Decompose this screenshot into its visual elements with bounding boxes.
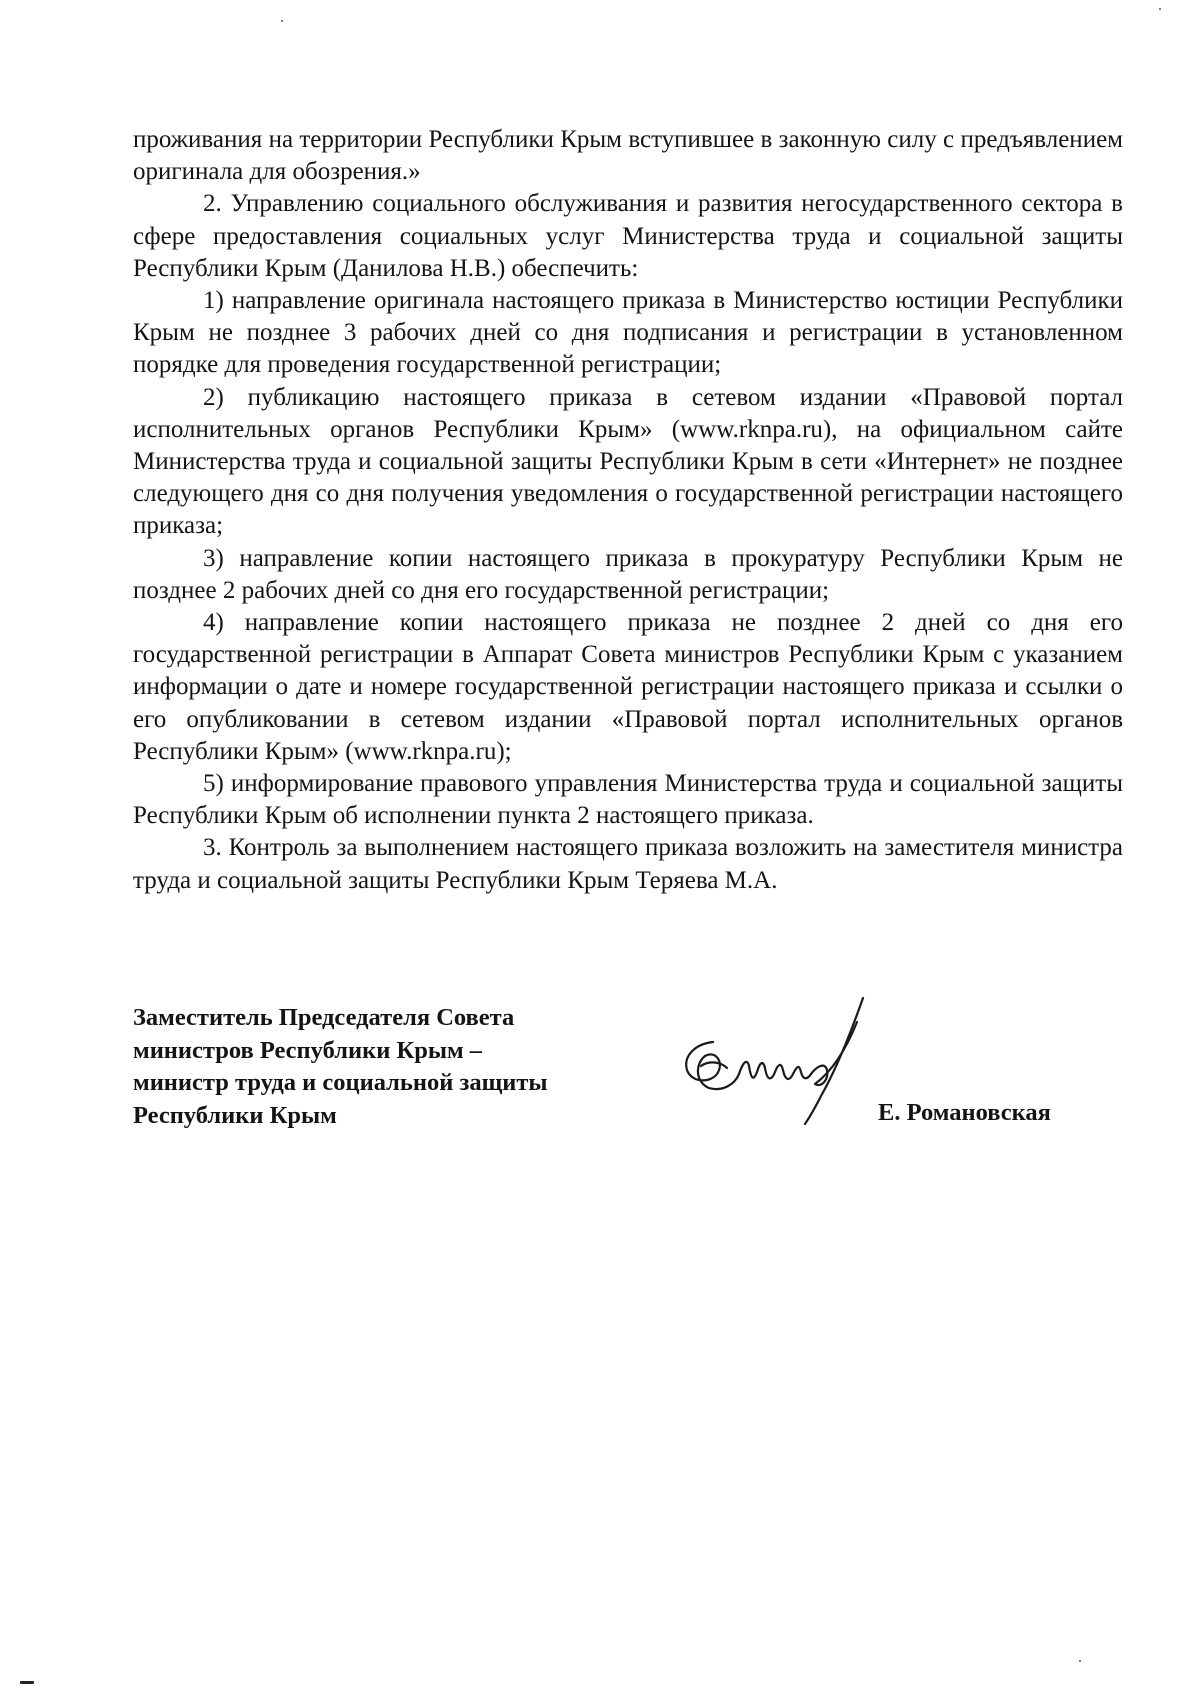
signatory-title-line: Республики Крым bbox=[133, 1101, 337, 1129]
paragraph-item-3: 3. Контроль за выполнением настоящего приказа возложить на заместителя министра труда и социальной защиты Республики Крым Теряева М.А. bbox=[133, 834, 1123, 894]
paragraph-continuation: проживания на территории Республики Крым вступившее в законную силу с предъявлением оригинала для обозрения.» bbox=[133, 126, 1123, 186]
signatory-title-line: министров Республики Крым – bbox=[133, 1036, 483, 1064]
signatory-name: Е. Романовская bbox=[878, 1099, 1051, 1126]
scan-speck bbox=[1079, 1660, 1081, 1662]
order-body bbox=[133, 124, 1123, 897]
paragraph-subitem-2: 2) публикацию настоящего приказа в сетевом издании «Правовой портал исполнительных органов Республики Крым» (www.rknpa.ru), на официальном сайте Министерства труда и социальной защиты Республики Крым в сети «Интернет» не позднее следующего дня со дня получения уведомления о государственной регистрации настоящего приказа; bbox=[133, 383, 1123, 540]
signatory-title-line: Заместитель Председателя Совета bbox=[133, 1004, 515, 1031]
handwritten-signature-icon bbox=[665, 992, 895, 1132]
scan-speck bbox=[1159, 8, 1161, 10]
paragraph-subitem-1: 1) направление оригинала настоящего приказа в Министерство юстиции Республики Крым не позднее 3 рабочих дней со дня подписания и регистрации в установленном порядке для проведения государственной регистрации; bbox=[133, 287, 1123, 379]
signatory-title bbox=[133, 1002, 693, 1132]
paragraph-subitem-4: 4) направление копии настоящего приказа не позднее 2 дней со дня его государственной регистрации в Аппарат Совета министров Республики Крым с указанием информации о дате и номере государственной регистрации настоящего приказа и ссылки о его опубликовании в сетевом издании «Правовой портал исполнительных органов Республики Крым» (www.rknpa.ru); bbox=[133, 609, 1123, 765]
signatory-title-line: министр труда и социальной защиты bbox=[133, 1069, 548, 1096]
paragraph-subitem-3: 3) направление копии настоящего приказа в прокуратуру Республики Крым не позднее 2 рабочих дней со дня его государственной регистрации; bbox=[133, 544, 1123, 604]
scan-speck bbox=[20, 1681, 34, 1684]
paragraph-item-2: 2. Управлению социального обслуживания и развития негосударственного сектора в сфере предоставления социальных услуг Министерства труда и социальной защиты Республики Крым (Данилова Н.В.) обеспечить: bbox=[133, 190, 1123, 282]
scan-speck bbox=[281, 20, 283, 22]
paragraph-subitem-5: 5) информирование правового управления Министерства труда и социальной защиты Республики Крым об исполнении пункта 2 настоящего приказа. bbox=[133, 770, 1123, 830]
